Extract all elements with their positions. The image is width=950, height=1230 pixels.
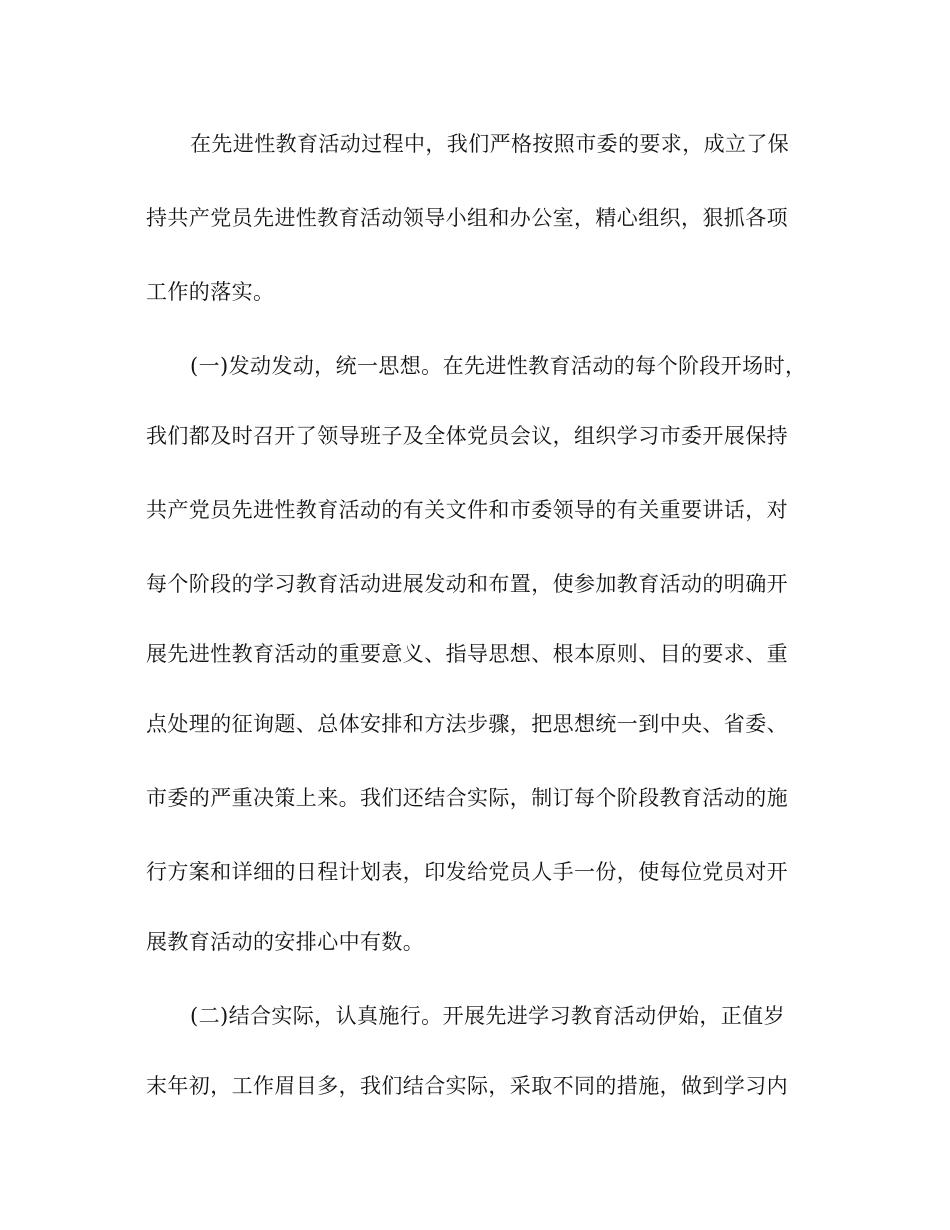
text-line: (二)结合实际，认真施行。开展先进学习教育活动伊始，正值岁: [190, 1004, 785, 1028]
text-line: 共产党员先进性教育活动的有关文件和市委领导的有关重要讲话，对: [146, 498, 788, 522]
text-line: 行方案和详细的日程计划表，印发给党员人手一份，使每位党员对开: [146, 860, 788, 884]
text-line: 在先进性教育活动过程中，我们严格按照市委的要求，成立了保: [190, 132, 790, 156]
text-line: 末年初，工作眉目多，我们结合实际，采取不同的措施，做到学习内: [146, 1074, 788, 1098]
text-line: 展教育活动的安排心中有数。: [146, 930, 425, 954]
text-line: 点处理的征询题、总体安排和方法步骤，把思想统一到中央、省委、: [146, 712, 788, 736]
text-line: 展先进性教育活动的重要意义、指导思想、根本原则、目的要求、重: [146, 642, 788, 666]
text-line: 我们都及时召开了领导班子及全体党员会议，组织学习市委开展保持: [146, 424, 788, 448]
text-line: 工作的落实。: [146, 280, 275, 304]
text-line: 每个阶段的学习教育活动进展发动和布置，使参加教育活动的明确开: [146, 572, 788, 596]
text-line: 市委的严重决策上来。我们还结合实际，制订每个阶段教育活动的施: [146, 786, 788, 810]
text-line: 持共产党员先进性教育活动领导小组和办公室，精心组织，狠抓各项: [146, 206, 788, 230]
text-line: (一)发动发动，统一思想。在先进性教育活动的每个阶段开场时，: [190, 354, 807, 378]
